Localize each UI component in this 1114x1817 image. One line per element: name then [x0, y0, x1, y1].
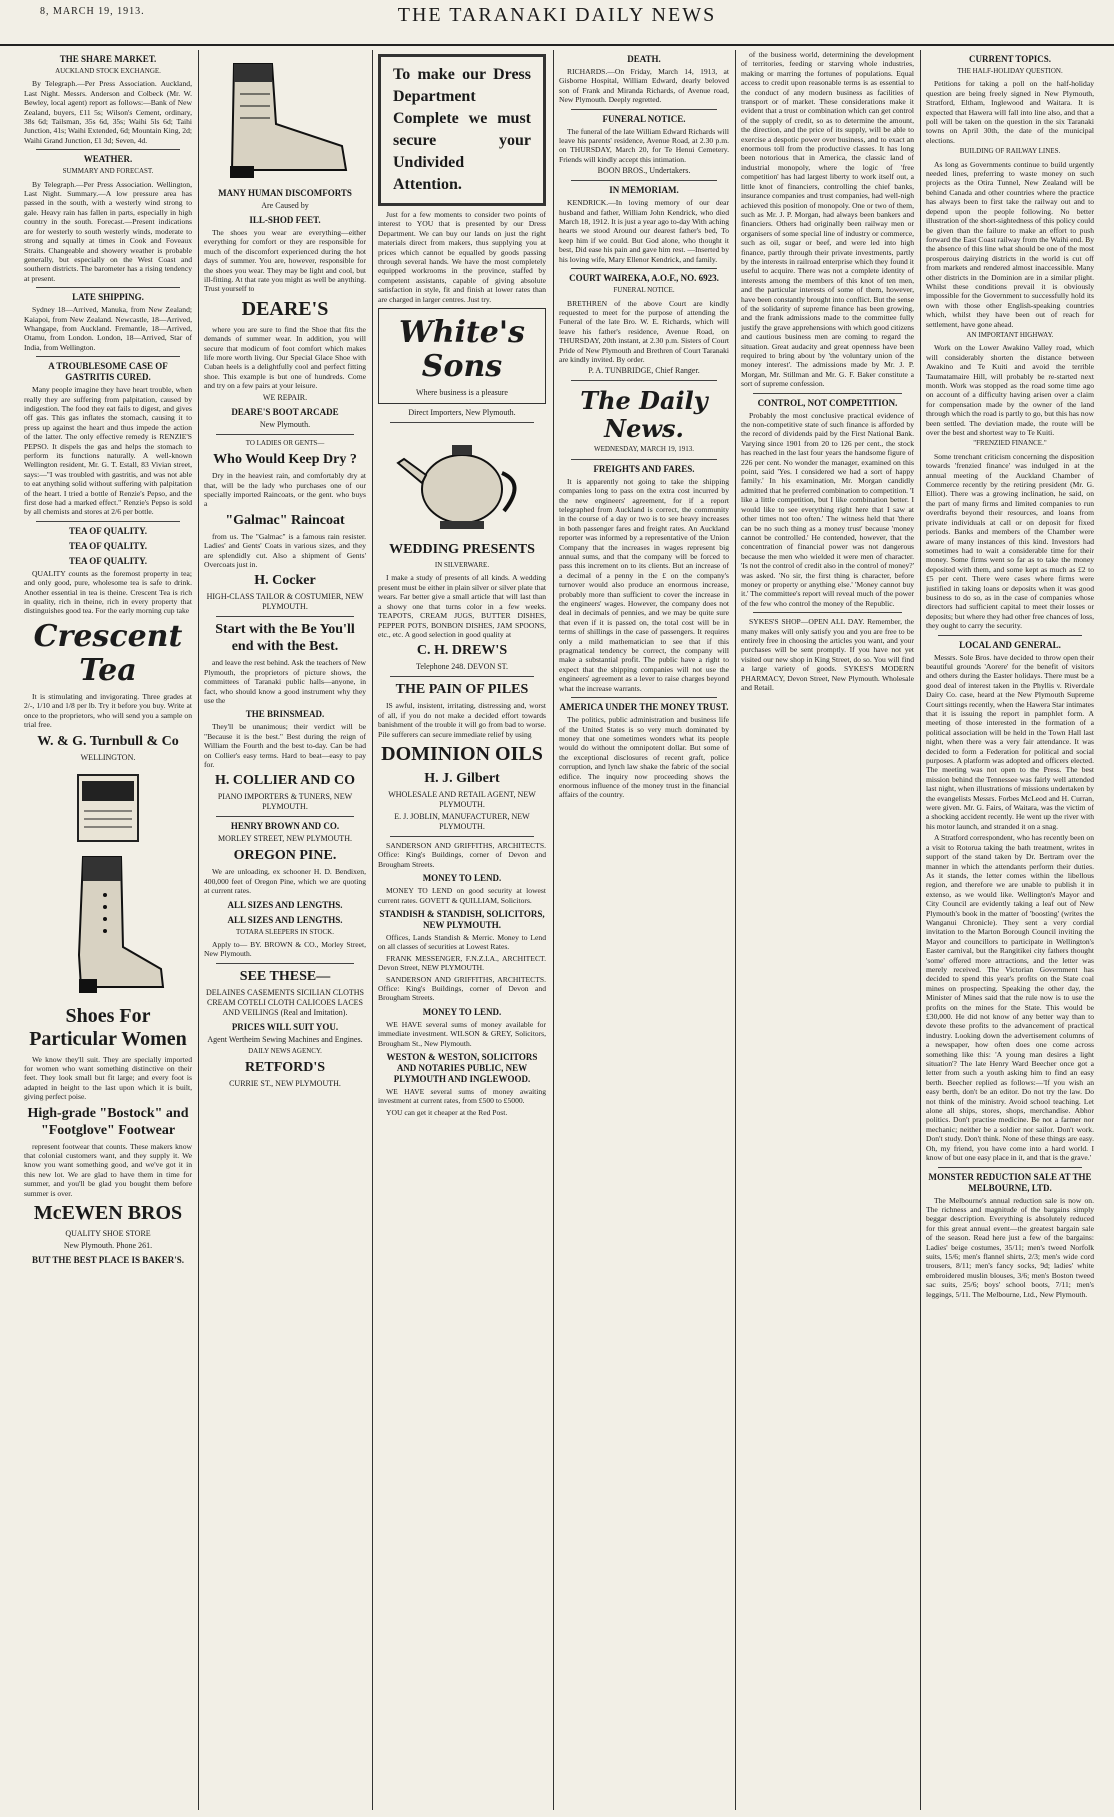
divider: [390, 676, 534, 677]
divider: [390, 422, 534, 423]
whites-logo: White's Sons: [399, 315, 525, 385]
discomforts-heading: MANY HUMAN DISCOMFORTS: [218, 188, 352, 198]
tea-heading: TEA OF QUALITY.: [68, 555, 148, 566]
shipping-text: Sydney 18—Arrived, Manuka, from New Zealand; Kaiapoi, from New Zealand. Newcastle, 18—Arrived, Whangape, from Auckland. Fremantle, 18—Arrived, Otamu, from London. London, 18—Arrived, Star of India, from Wellington.: [24, 305, 192, 352]
divider: [571, 459, 717, 460]
turnbull-place: WELLINGTON.: [80, 752, 136, 762]
column-2: [204, 50, 366, 1810]
apply-text: Apply to— BY. BROWN & CO., Morley Street, New Plymouth.: [204, 940, 366, 959]
drew-subtitle: Telephone 248. DEVON ST.: [416, 662, 508, 672]
agency-line: DAILY NEWS AGENCY.: [248, 1046, 322, 1055]
standish-text: Offices, Lands Standish & Merric. Money to Lend on all classes of securities at Lowest Rates.: [378, 932, 546, 952]
column-6: [926, 50, 1094, 1810]
drew-name: C. H. DREW'S: [416, 643, 508, 659]
divider: [938, 635, 1082, 636]
whites-logo-box: [378, 308, 546, 404]
dress-department-ad: [378, 54, 546, 206]
mcewen-name: McEWEN BROS: [33, 1201, 183, 1224]
weston-text: WE HAVE several sums of money awaiting investment at current rates, from £500 to £5000.: [378, 1087, 546, 1106]
tunbridge-line: P. A. TUNBRIDGE, Chief Ranger.: [588, 366, 700, 376]
column-rule: [372, 50, 373, 1810]
divider: [753, 393, 902, 394]
weather-subheading: SUMMARY AND FORECAST.: [62, 167, 154, 176]
divider: [36, 149, 180, 150]
collier-name: H. COLLIER AND CO: [214, 773, 356, 789]
divider: [216, 963, 354, 964]
column-rule: [920, 50, 921, 1810]
shoes-heading: Shoes For Particular Women: [29, 1004, 187, 1050]
tea-text: QUALITY counts as the foremost property in tea; and only good, pure, wholesome tea is safe to drink. Another essential in tea is theine. Crescent Tea is rich in quality, rich in theine, rich in every property that distinguishes good tea. For the early morning cup take: [24, 568, 192, 616]
tea-heading: TEA OF QUALITY.: [68, 540, 148, 551]
masthead-title: THE TARANAKI DAILY NEWS: [397, 4, 717, 26]
deares-intro: The shoes you wear are everything—either everything for comfort or they are responsible for much of the discomfort experienced during the hot days of summer. You are, however, responsible for the shoes you wear. They may be light and cool, but ill-fitting. At that rate you might as well be anything. Trust yourself to: [204, 228, 366, 294]
brinsmead-heading: THE BRINSMEAD.: [245, 709, 325, 720]
divider: [571, 268, 717, 269]
piles-heading: THE PAIN OF PILES: [395, 682, 529, 698]
shipping-heading: LATE SHIPPING.: [72, 292, 144, 303]
funeral-text: The funeral of the late William Edward Richards will leave his parents' residence, Avenue Road, at 2.30 p.m. on THURSDAY, March 20, for Te Henui Cemetery. Friends will kindly accept this intimation.: [559, 126, 729, 164]
goods-list: DELAINES CASEMENTS SICILIAN CLOTHS CREAM COTELI CLOTH CALICOES LACES AND VEILINGS (Real and Imitation).: [206, 987, 364, 1017]
america-heading: AMERICA UNDER THE MONEY TRUST.: [559, 702, 729, 713]
column-rule: [735, 50, 736, 1810]
weather-heading: WEATHER.: [83, 154, 133, 165]
henry-brown-place: MORLEY STREET, NEW PLYMOUTH.: [218, 834, 352, 844]
court-heading: COURT WAIREKA, A.O.F., NO. 6923.: [569, 273, 719, 284]
shoes-text: We know they'll suit. They are specially imported for women who want something distinctive on their feet. They look small but fit large; and every foot is adapted in height to the last upon which it is built, giving perfect poise.: [24, 1054, 192, 1102]
see-these-heading: SEE THESE—: [239, 968, 331, 984]
dry-heading: Who Would Keep Dry ?: [213, 452, 357, 468]
collier-subtitle: PIANO IMPORTERS & TUNERS, NEW PLYMOUTH.: [217, 792, 353, 812]
bakers-tagline: BUT THE BEST PLACE IS BAKER'S.: [31, 1254, 185, 1265]
henry-brown-name: HENRY BROWN AND CO.: [230, 821, 340, 832]
railway-text: As long as Governments continue to build urgently needed lines, preferring to waste money on such projects as the Otira Tunnel, New Zealand will be behind Canada and other countries where the practice has always been to first take the railway out and to depend upon the people following. No better illustration of the short-sightedness of this policy could be given than the failure to make an effort to push forward the East Coast railway from the Waihi end. By the absence of this line what should be one of the most prosperous dairying districts in the world is cut off from markets and rendered almost inaccessible. Many other districts in the Dominion are in a similar plight. Whilst these conditions prevail it is obviously impossible for the Government to successfully hold its own with those other English-speaking countries which, whilst they have been out of reach for settlement, have gone ahead.: [926, 159, 1094, 329]
sykes-ad: SYKES'S SHOP—OPEN ALL DAY. Remember, the many makes will only satisfy you and you are free to be entirely free in choosing the articles you want, and your purchases will be sent promptly. If you have not yet visited our new shop in King Street, do so. You will find a large variety of goods. SYKES'S MODERN PHARMACY, Devon Street, New Plymouth. Wholesale and Retail.: [741, 617, 914, 692]
mens-boot-icon: [210, 54, 360, 184]
gilbert-subtitle: WHOLESALE AND RETAIL AGENT, NEW PLYMOUTH.: [388, 789, 536, 809]
freights-heading: FREIGHTS AND FARES.: [593, 463, 695, 474]
deares-arcade: DEARE'S BOOT ARCADE: [231, 406, 339, 417]
retford-name: RETFORD'S: [244, 1060, 326, 1076]
divider: [36, 287, 180, 288]
sizes-line: ALL SIZES AND LENGTHS.: [227, 899, 343, 910]
whites-subtitle: Direct Importers, New Plymouth.: [408, 408, 516, 418]
divider: [571, 697, 717, 698]
standish-heading: STANDISH & STANDISH, SOLICITORS, NEW PLYMOUTH.: [379, 908, 545, 930]
death-heading: DEATH.: [627, 54, 661, 64]
masthead-date: 8, MARCH 19, 1913.: [40, 6, 145, 17]
mcewen-place: New Plymouth. Phone 261.: [63, 1240, 153, 1250]
death-text: RICHARDS.—On Friday, March 14, 1913, at Gisborne Hospital, William Edward, dearly beloved son of Frank and Miranda Richards, of Avenue road, New Plymouth. Deeply regretted.: [559, 67, 729, 105]
money-text: WE HAVE several sums of money available for immediate investment. WILSON & GREY, Solicitors, Brougham St., New Plymouth.: [378, 1019, 546, 1048]
piles-text: IS awful, insistent, irritating, distressing and, worst of all, if you do not make a decided effort towards banishment of the trouble it will go from bad to worse. Pile sufferers can secure immediate relief by using: [378, 701, 546, 739]
column-4: [559, 50, 729, 1810]
deares-name: DEARE'S: [241, 297, 329, 320]
ladies-boot-icon: [43, 851, 173, 1001]
share-market-heading: THE SHARE MARKET.: [59, 54, 157, 64]
share-market-subheading: AUCKLAND STOCK EXCHANGE.: [55, 67, 161, 75]
gilbert-name: H. J. Gilbert: [424, 770, 500, 786]
highway-text: Work on the Lower Awakino Valley road, which will considerably shorten the distance between Awakino and Te Kuiti and avoid the terrible Taumatamaire Hill, will probably be re-started next month. Work was stopped as the road some time ago on account of a difficulty having arisen over a claim for compensation made by the owner of the land through which the road is partly to go, but this has now been settled. The deviation made, the route will be over the best and shortest way to Te Kuiti.: [926, 343, 1094, 438]
share-market-text: By Telegraph.—Per Press Association. Auckland, Last Night. Messrs. Anderson and Colbeck (Mr. W. Bewley, local agent) report as follows:—Bank of New Zealand, buyers, £11 5s; Wilson's Cement, ordinary, 38s 6d; Tailsman, 35s 6d, 35s; Waihi 5ls 6d; Taihi Junction, 41s; Waihi Extended, 6d; Mountain King, 2d; Waihi Grand Junction, £1 3d; Seven, 4d.: [24, 79, 192, 145]
divider: [216, 616, 354, 617]
railway-heading: BUILDING OF RAILWAY LINES.: [959, 147, 1061, 156]
divider: [571, 380, 717, 381]
whites-tagline: Where business is a pleasure: [416, 388, 508, 398]
frenzied-text: Some trenchant criticism concerning the disposition towards 'frenzied finance' was indulged in at the annual meeting of the Auckland Chamber of Commerce recently by the retiring president (Mr. G. Elliot). There was a growing inclination, he said, on the part of many firms and limited companies to run overdrafts beyond their resources, and loans from private individuals at call or on deposit for fixed periods. Banks and members of the Chamber were aware of many instances of this kind. Investors had sometimes had to wait a considerable time for their money. Some firms went so far as to take the money deposited with them, and some kept as much as £2 to £5 per cent. There were cases where firms were justified in taking loans or deposits when it was good business to do so, as in the case of companies whose directors had sufficient capital to meet their losses or deposits; but where they had other free chances of loss, they ought to carry the security.: [926, 451, 1094, 631]
mcewen-subtitle: QUALITY SHOE STORE: [65, 1228, 151, 1238]
galmac-heading: "Galmac" Raincoat: [225, 512, 345, 528]
dress-text: Just for a few moments to consider two points of interest to YOU that is presented by our Dress Department. We can buy our lands on just the right materials direct from makers, thus supplying you at prices which cannot be equalled by goods passing through several hands. We have the most completely equipped workrooms in the province, staffed by competent assistants, capable of giving absolute satisfaction in style, fit and finish at lower rates than are charged in larger centres. Just try.: [378, 210, 546, 304]
frenzied-heading: "FRENZIED FINANCE.": [973, 439, 1047, 448]
gastritis-text: Many people imagine they have heart trouble, when really they are suffering from palpitation, caused by indigestion. The food they eat fails to digest, and gives off gas. This gas inflates the stomach, causing it to press up against the heart and thus impede the action of the latter. The only effective remedy is RENZIE'S PEPSO. It dispels the gas and helps the stomach to perform its functions naturally. A well-known Wellington resident, Mr. G. T. Estall, 83 Vivian street, says:—"I was troubled with gastritis, and was not able to eat anything solid without suffering with palpitation of the heart. I tried a bottle of Renzie's Pepso, and the first dose had a marked effect." Renzie's Pepso is sold by all chemists and stores at 2/6 per bottle.: [24, 385, 192, 517]
column-1: [24, 50, 192, 1810]
money-text: MONEY TO LEND on good security at lowest current rates. GOVETT & QUILLIAM, Solicitors.: [378, 886, 546, 905]
wedding-heading: WEDDING PRESENTS: [389, 542, 535, 558]
memoriam-text: KENDRICK.—In loving memory of our dear husband and father, William John Kendrick, who died March 18, 1912. It is just a year ago to-day With aching hearts we stood Around our dearest father's bed, To keep him if we could. But God alone, who thought it best, Did ease his pain and gave him rest. —Inserted by his loving wife, Mary Ellenor Kendrick, and family.: [559, 198, 729, 264]
divider: [216, 434, 354, 435]
control-text: Probably the most conclusive practical evidence of the non-competitive state of such finance is afforded by the record of dividends paid by the First National Bank. Varying since 1901 from 20 to 126 per cent., the stock has reached in the last four years the handsome figure of 226 per cent. No wonder the manager, examined on this point, said 'Yes. I considered we had a sort of happy family.' In his examination, Mr. Morgan candidly admitted that he preferred combination to competition. 'I like a little competition, but I like combination better. I would like to see everything right here that I saw at other times not too often.' The witness held that 'there can be no such thing as a money trust' because 'money cannot be controlled.' He contended, however, that the concentration of financial power was not dangerous because the men who wielded it were men of character. 'Is not the control of credit also in the control of money?' was asked. 'No sir, the first thing is character, before money or property or anything else.' 'Money cannot buy it.' The committee's report will reveal much of the power of the few who control the money of the Republic.: [741, 410, 914, 608]
we-repair: WE REPAIR.: [262, 392, 308, 402]
topics-continued-text: A Stratford correspondent, who has recently been on a visit to Rotorua taking the bath treatment, writes in support of the stand taken by Dr. Bertram over the manner in which the attendants perform their duties. As it stands, the letter comes within the libellous region, and therefore we are unable to publish it in extenso, as we would like. Wellington's Mayor and City Council are evidently taking a leaf out of New Plymouth's book in the matter of 'boosting' (writes the Wanganui Chronicle). They sent a very cordial invitation to the Marton Borough Council inviting the Mayor and councillors to participate in Wellington's Easter carnival, but the Rangitikei city fathers thought 'some' offered more attractions, and the letter was merely received. The Victorian Government has decided to spend this year's profits on the State coal mines on prospecting. Speaking the other day, the Minister of Mines said that the rule now is to use the profits on the mines for the State. This would be £30,000. He did not know of any better way than to devote these profits to the advancement of practical industry. Looking down the advertisement columns of a newspaper, how often does one come across something like this: 'A young man desires a light situation'? The late Henry Ward Beecher once got a letter from such a youth asking him to find an easy berth. Beecher replied as follows:—'If you wish an easy berth, don't be an editor. Do not try the law. Do not think of the ministry. Avoid school teaching. Let alone all ships, stores, shops, merchandise. Abhor politics. Don't practise medicine. Be not a farmer nor mechanic; neither be a soldier nor sailor. Don't work. Don't study. Don't think. None of these things are easy. Oh, my friend, you have come into a hard world. I know of but one easy place in it, and that is the grave.': [926, 833, 1094, 1163]
highway-heading: AN IMPORTANT HIGHWAY.: [966, 330, 1054, 339]
reduction-text: The Melbourne's annual reduction sale is now on. The richness and magnitude of the bargains simply beggar description. Everything is absolutely reduced for this great annual event—the greatest bargain sale of the season. Read here just a few of the bargains: Ladies' beige costumes, 35/11; men's tweed Norfolk suits, 15/6; men's flannel shirts, 2/3; men's wide cord trousers, 8/11; men's fancy socks, 9d; ladies' white embroidered muslin blouses, 3/6; men's Boston tweed sac suits, 25/6; boys' school boots, 7/11; men's leggings, 5/11. The Melbourne, Ltd., New Plymouth.: [926, 1195, 1094, 1299]
retford-place: CURRIE ST., NEW PLYMOUTH.: [229, 1079, 341, 1089]
galmac-text: from us. The "Galmac" is a famous rain resister. Ladies' and Gents' Coats in various sizes, and they are splendidly cut. Also a shipment of Gents' Overcoats just in.: [204, 531, 366, 569]
joblin-line: E. J. JOBLIN, MANUFACTURER, NEW PLYMOUTH.: [394, 811, 530, 831]
gastritis-heading: A TROUBLESOME CASE OF GASTRITIS CURED.: [48, 361, 168, 383]
totara-line: TOTARA SLEEPERS IN STOCK.: [236, 927, 334, 936]
deares-place: New Plymouth.: [259, 419, 311, 429]
caused-by: Are Caused by: [261, 201, 309, 210]
column-3: [378, 50, 546, 1810]
divider: [938, 1167, 1082, 1168]
daily-news-date: WEDNESDAY, MARCH 19, 1913.: [594, 445, 694, 454]
dress-heading: To make our Dress Department Complete we must secure your Undivided Attention.: [393, 66, 531, 193]
boon-line: BOON BROS., Undertakers.: [597, 166, 691, 176]
messenger-ad: FRANK MESSENGER, F.N.Z.I.A., ARCHITECT. Devon Street, NEW PLYMOUTH.: [378, 953, 546, 973]
deares-text: where you are sure to find the Shoe that fits the demands of summer wear. In addition, you will secure that modicum of foot comfort which makes life more worth living. Our Special Glace Shoe with Cuban heels is a delightfully cool and perfect fitting shoe. This example is but one of hundreds. Come and try on a few pairs at your leisure.: [204, 324, 366, 391]
topics-heading: CURRENT TOPICS.: [968, 54, 1052, 64]
footwear-heading: High-grade "Bostock" and "Footglove" Footwear: [27, 1105, 189, 1138]
teapot-icon: [392, 427, 532, 537]
crescent-tea-logo: Crescent Tea: [33, 618, 183, 688]
dry-text: Dry in the heaviest rain, and comfortably dry at that, will be the lady who purchases one of our specially imported Raincoats, or the gent. who buys a: [204, 471, 366, 509]
cocker-subtitle: HIGH-CLASS TAILOR & COSTUMIER, NEW PLYMOUTH.: [206, 592, 364, 612]
divider: [36, 356, 180, 357]
ill-shod-heading: ILL-SHOD FEET.: [249, 215, 321, 225]
daily-news-title: The Daily News.: [580, 386, 708, 444]
reduction-heading: MONSTER REDUCTION SALE AT THE MELBOURNE, LTD.: [928, 1171, 1092, 1193]
divider: [571, 180, 717, 181]
memoriam-heading: IN MEMORIAM.: [609, 185, 679, 196]
money-heading: MONEY TO LEND.: [422, 1006, 502, 1017]
wedding-text: I make a study of presents of all kinds. A wedding present must be either in plain silver or silver plate that wears. Far better give a small article that will last than a showy one that turns color in a few weeks. TEAPOTS, CREAM JUGS, BUTTER DISHES, PEPPER POTS, BONBON DISHES, JAM SPOONS, etc., etc. A good selection in good quality at: [378, 573, 546, 639]
local-heading: LOCAL AND GENERAL.: [959, 639, 1061, 650]
dominion-oils-heading: DOMINION OILS: [381, 742, 543, 765]
oregon-heading: OREGON PINE.: [233, 848, 337, 864]
money-trust-text: of the business world, determining the development of territories, feeding or starving whole industries, making or marring the fortunes of populations. Equal access to credit upon reasonable terms is as essential to the conduct of any modern business as facilities of transport or of market. These considerations make it evident that a trust or combination which can get control of the supply of credit, so as to determine the amount, the direction, and the price of its supply, will be able to exercise a despotic power over business, and to exact an enormous toll from the productive classes. It has long been notorious that in America, the classic land of industrial monopoly, where the logic of 'free competition' has had largest liberty to work itself out, a little knot of financiers, controlling the chief banks, insurance companies and trust companies, had well-nigh achieved this position of monopoly. One or two of them, such as Mr. J. P. Morgan, had always been bankers and financiers. Others had originally been railway men or organisers of some special line of industry or commerce, such as oil, sugar or beef, and were led into high finance, partly through their private investments, partly by the interests in railroad enterprise which they found it useful to acquire. There was not a complete identity of interests among the members of this knot of ten men, and the particular interests of some of them, however, have been constantly brought into conflict. But the sense of the solidarity of supreme finance has been growing, and the frank admissions made to the committee fully justify the grave apprehensions with which good citizens and cautious business men are coming to regard the situation. Great audacity and great openness have been required to bring about by 'the voluntary union of the money interest'. The admissions made by Mr. J. P. Morgan, Mr. Stillman and Mr. G. F. Baker constitute a sort of supreme confession.: [741, 50, 914, 389]
divider: [216, 816, 354, 817]
brinsmead-text: They'll be unanimous; their verdict will be "Because it is the best." Best during the reign of William the Fourth and the best to-day. Can be had on Collier's easy terms. Hard to beat—easy to pay for.: [204, 722, 366, 769]
column-5: [741, 50, 914, 1810]
court-subheading: FUNERAL NOTICE.: [613, 286, 675, 295]
weather-text: By Telegraph.—Per Press Association. Wellington, Last Night. Summary.—A low pressure area has passed in the south, with a westerly wind strong to gale. Heavy rain has fallen in parts, especially in high country in the south. Forecast.—Present indications are for westerly to south westerly winds, moderate to strong and squally at times in Cook and Foveaux Straits. Changeable and showery weather is probable generally, but especially on the West Coast and southern districts. The barometer has a rising tendency at present.: [24, 179, 192, 283]
crescent-tea-text: It is stimulating and invigorating. Three grades at 2/-, 1/10 and 1/8 per lb. Try it before you buy. Write at once to the proprietors, who will send you a sample on trial free.: [24, 691, 192, 730]
brinsmead-intro: and leave the rest behind. Ask the teachers of New Plymouth, the proprietors of picture shows, the committees of Taranaki public halls—anyone, in fact, who should know a good instrument why they use the: [204, 658, 366, 705]
agent-line: Agent Wertheim Sewing Machines and Engines.: [207, 1034, 363, 1044]
halfholiday-text: Petitions for taking a poll on the half-holiday question are being freely signed in New Plymouth, Stratford, Eltham, Inglewood and Waitara. It is expected that Hawera will fall into line also, and that a poll will be taken on the question in the six Taranaki towns on April 30th, the date of the municipal elections.: [926, 79, 1094, 145]
america-text: The politics, public administration and business life of the United States is so very much dominated by money that one sometimes wonders what its people would do without the omnipotent dollar. But some of the exceptional disclosures of recent graft, police corruption, and lynch law shake the fabric of the social edifice. The inquiry now proceeding shows the enormous influence of the money trust in the financial affairs of the country.: [559, 715, 729, 800]
court-text: BRETHREN of the above Court are kindly requested to meet for the purpose of attending the Funeral of the late Bro. W. E. Richards, which will leave his father's residence, Avenue Road, on THURSDAY, 20th instant, at 2.30 p.m. Sisters of Court Pride of New Plymouth and Brethren of Court Taranaki are kindly invited. By order.: [559, 298, 729, 364]
ladies-gents: TO LADIES OR GENTS—: [245, 438, 325, 447]
silverware-line: IN SILVERWARE.: [434, 561, 490, 570]
sanderson-ad: SANDERSON AND GRIFFITHS, ARCHITECTS. Office: King's Buildings, corner of Devon and Brougham Streets.: [378, 974, 546, 1003]
halfholiday-heading: THE HALF-HOLIDAY QUESTION.: [957, 67, 1063, 75]
funeral-heading: FUNERAL NOTICE.: [602, 113, 686, 124]
cocker-name: H. Cocker: [254, 573, 316, 589]
oregon-text: We are unloading, ex schooner H. D. Bendixen, 400,000 feet of Oregon Pine, which we are quoting at current rates.: [204, 867, 366, 896]
column-rule: [553, 50, 554, 1810]
footwear-text: represent footwear that counts. These makers know that colonial customers want, and they supply it. We know you want something good, and we've got it in this new lot. We are glad to have them in time for summer, and you'll be glad you bought them before summer is over.: [24, 1141, 192, 1198]
sizes-line: ALL SIZES AND LENGTHS.: [227, 914, 343, 925]
divider: [390, 836, 534, 837]
cheaper-line: YOU can get it cheaper at the Red Post.: [386, 1107, 508, 1117]
divider: [753, 612, 902, 613]
divider: [36, 521, 180, 522]
money-heading: MONEY TO LEND.: [422, 873, 502, 884]
divider: [571, 109, 717, 110]
masthead: [0, 0, 1114, 46]
prices-line: PRICES WILL SUIT YOU.: [231, 1021, 339, 1032]
tea-heading: TEA OF QUALITY.: [68, 525, 148, 536]
sanderson-ad: SANDERSON AND GRIFFITHS, ARCHITECTS. Office: King's Buildings, corner of Devon and Brougham Streets.: [378, 840, 546, 869]
control-heading: CONTROL, NOT COMPETITION.: [757, 397, 898, 408]
column-rule: [198, 50, 199, 1810]
freights-text: It is apparently not going to take the shipping companies long to pass on the extra cost incurred by the new engineers' agreement, for if a report telegraphed from Auckland is correct, the community in the course of a day or two is to see heavy increases in both passenger fares and freight rates. An Auckland reporter was informed by a representative of the Union Company that the increases in wages represent big annual sums, and that the company will be forced to pass this increment on to its clients. But an increase of a decimal of a penny in the £ on the company's turnover would also produce an enormous increase, probably more than sufficient to cover the increase in the engineers' wages. However, the company does not deal in decimals of pennies, and we may be quite sure that even if it is passed on, the total cost will be in terms of shillings in the case of passengers. It requires only a mild mathematician to see that if this pragmatical tendency be correct, the company will make a substantial profit. The public have a right to expect that the shipping companies will not use the engineers' agreement as a lever to raise charges beyond what the increase warrants.: [559, 476, 729, 693]
start-heading: Start with the Be You'll end with the Best.: [215, 622, 355, 655]
tea-packet-icon: [48, 767, 168, 847]
turnbull-name: W. & G. Turnbull & Co: [37, 733, 179, 749]
weston-heading: WESTON & WESTON, SOLICITORS AND NOTARIES PUBLIC, NEW PLYMOUTH AND INGLEWOOD.: [386, 1052, 538, 1085]
local-text: Messrs. Sole Bros. have decided to throw open their beautiful grounds 'Aorere' for the benefit of visitors and others during the Easter holidays. There must be a good deal of interest taken in the Phyllis v. Riverdale Dairy Co. case, heard at the New Plymouth Supreme Court sittings recently, when the Hawera Star intimates that it is issuing the report in pamphlet form. A meeting of those interested in the formation of a political association will be held in the Town Hall last night, when there was a very fair attendance. It was decided to form a Federation for political and social purposes. A platform was adopted and officers elected. The meeting was not open to the Press. The best mission behind the Tennessee was fairly well attended last night, when illustrations of missions undertaken by the evangelists Messrs. Forbes McLeod and H. Curran, were given. Mr. G. Fairs, of Waitara, was the victim of a shocking accident recently. He went up the river with his motor launch, and stranded it on a snag.: [926, 652, 1094, 831]
